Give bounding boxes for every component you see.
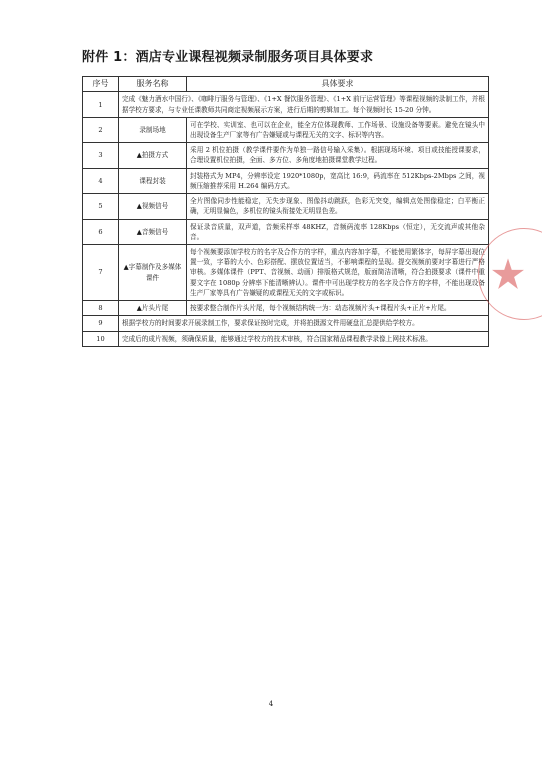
header-no: 序号	[83, 77, 119, 92]
row-description: 完成《魅力酒水中国行》、《咖啡厅服务与管理》、《1+X 餐饮服务管理》、《1+X 前厅运营管理》等课程视频的录制工作，并根据学校方要求，与专业任课教师共同商定视频展示方案，进行后期的剪辑加工。每个视频时长 15-20 分钟。	[119, 92, 489, 117]
row-number: 1	[83, 92, 119, 117]
row-description: 采用 2 机位拍摄（教学课件要作为单独一路信号输入采集）。根据现场环境、项目或技能授课要求，合理设置机位拍摄，全面、多方位、多角度地拍摄课堂教学过程。	[187, 143, 489, 168]
table-row	[83, 245, 489, 301]
row-description: 按要求整合制作片头片尾，每个视频结构统一为：动态视频片头+课程片头+正片+片尾。	[187, 301, 489, 316]
row-service-name: ▲音频信号	[119, 219, 187, 244]
table-row	[83, 301, 489, 316]
row-service-name: ▲片头片尾	[119, 301, 187, 316]
table-header-row	[83, 77, 489, 92]
row-description: 根据学校方的时间要求开展录制工作，要求保证按时完成，并将拍摄源文件用硬盘汇总提供给学校方。	[119, 316, 489, 331]
table-row	[83, 168, 489, 193]
table-row	[83, 331, 489, 346]
row-number: 6	[83, 219, 119, 244]
row-service-name: 录制场地	[119, 117, 187, 142]
table-row	[83, 92, 489, 117]
row-number: 3	[83, 143, 119, 168]
row-service-name: ▲字幕制作及多媒体课件	[119, 245, 187, 301]
row-number: 10	[83, 331, 119, 346]
table-row	[83, 143, 489, 168]
row-description: 封装格式为 MP4，分辨率设定 1920*1080p，宽高比 16:9，码流率在 512Kbps-2Mbps 之间，视频压缩推荐采用 H.264 编码方式。	[187, 168, 489, 193]
table-row	[83, 316, 489, 331]
header-service: 服务名称	[119, 77, 187, 92]
seal-star-icon	[491, 257, 525, 291]
row-service-name: ▲视频信号	[119, 194, 187, 219]
row-service-name: 课程封装	[119, 168, 187, 193]
row-number: 4	[83, 168, 119, 193]
row-description: 保证录音质量，双声道，音频采样率 48KHZ，音频码流率 128Kbps（恒定），无交流声或其他杂音。	[187, 219, 489, 244]
row-number: 2	[83, 117, 119, 142]
row-description: 可在学校、实训室、也可以在企业，能全方位体现教师、工作场景、设施设备等要素。避免在镜头中出现设备生产厂家等有广告嫌疑或与课程无关的文字、标识等内容。	[187, 117, 489, 142]
row-number: 9	[83, 316, 119, 331]
row-number: 5	[83, 194, 119, 219]
page-number: 4	[268, 700, 274, 708]
table-row	[83, 117, 489, 142]
requirements-table	[82, 76, 489, 347]
row-description: 每个视频要添加学校方的名字及合作方的字样，重点内容加字幕，不能使用繁体字，每屏字幕出现位置一致，字幕的大小、色彩搭配、摆放位置适当，不影响课程的呈现。提交视频前要对字幕进行严格审核。多媒体课件（PPT、音视频、动画）排版格式规范，版面简洁清晰，符合拍摄要求（课件中重要文字在 1080p 分辨率下能清晰辨认）。课件中可出现学校方的名字及合作方的字样，不能出现设备生产厂家等具有广告嫌疑的或课程无关的文字或标识。	[187, 245, 489, 301]
row-description: 完成后的成片视频，须确保质量，能够通过学校方的技术审核，符合国家精品课程教学录像上网技术标准。	[119, 331, 489, 346]
page-title: 附件 1：酒店专业课程视频录制服务项目具体要求	[82, 50, 374, 65]
row-number: 7	[83, 245, 119, 301]
header-requirement: 具体要求	[187, 77, 489, 92]
table-row	[83, 194, 489, 219]
table-row	[83, 219, 489, 244]
row-number: 8	[83, 301, 119, 316]
row-description: 全片图像同步性能稳定，无失步现象、图像抖动跳跃，色彩无突变，编辑点处图像稳定；白平衡正确，无明显偏色，多机位的镜头衔接处无明显色差。	[187, 194, 489, 219]
row-service-name: ▲拍摄方式	[119, 143, 187, 168]
